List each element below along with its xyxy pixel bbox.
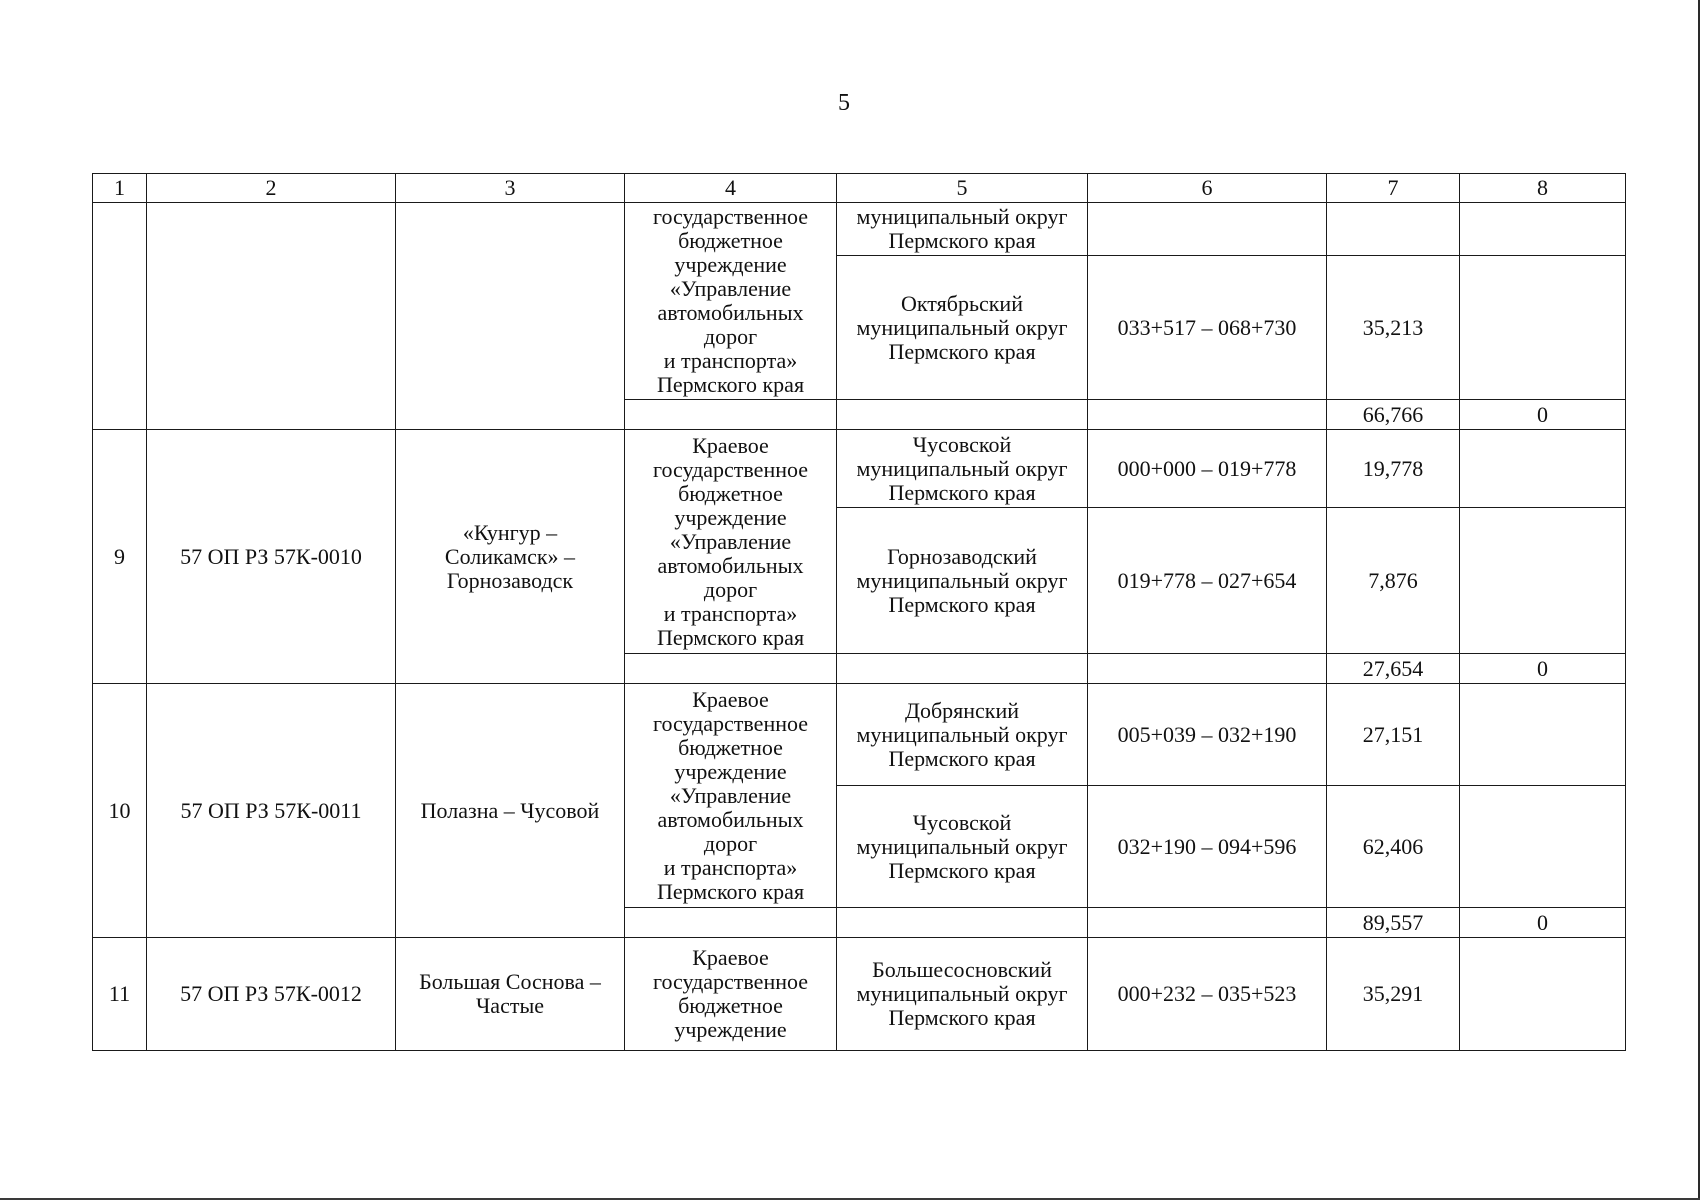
column-number-cell: 2 xyxy=(147,174,396,203)
empty-cell xyxy=(1088,654,1327,684)
col8-cell xyxy=(1460,430,1626,508)
row-number-cell: 11 xyxy=(93,938,147,1051)
empty-cell xyxy=(837,908,1088,938)
length-cell: 62,406 xyxy=(1327,786,1460,908)
district-cell: Октябрьский муниципальный округ Пермского края xyxy=(837,256,1088,400)
km-range-cell: 000+232 – 035+523 xyxy=(1088,938,1327,1051)
empty-cell xyxy=(837,400,1088,430)
column-number-row xyxy=(93,174,1626,203)
column-number-cell: 4 xyxy=(625,174,837,203)
row-number-cell xyxy=(93,203,147,430)
column-number-cell: 6 xyxy=(1088,174,1327,203)
table-row xyxy=(93,203,1626,256)
length-cell: 19,778 xyxy=(1327,430,1460,508)
road-name-cell: Большая Соснова – Частые xyxy=(396,938,625,1051)
empty-cell xyxy=(625,908,837,938)
length-cell: 35,213 xyxy=(1327,256,1460,400)
km-range-cell: 005+039 – 032+190 xyxy=(1088,684,1327,786)
empty-cell xyxy=(1088,400,1327,430)
col8-cell xyxy=(1460,256,1626,400)
empty-cell xyxy=(625,400,837,430)
empty-cell xyxy=(1088,908,1327,938)
road-name-cell: «Кунгур – Соликамск» – Горнозаводск xyxy=(396,430,625,684)
column-number-cell: 8 xyxy=(1460,174,1626,203)
road-id-cell: 57 ОП РЗ 57К-0010 xyxy=(147,430,396,684)
district-cell: Горнозаводский муниципальный округ Пермского края xyxy=(837,508,1088,654)
total-length-cell: 66,766 xyxy=(1327,400,1460,430)
agency-cell: Краевое государственное бюджетное учреждение «Управление автомобильных дорог и транспорта» Пермского края xyxy=(625,684,837,908)
total-length-cell: 27,654 xyxy=(1327,654,1460,684)
length-cell: 27,151 xyxy=(1327,684,1460,786)
district-cell: Большесосновский муниципальный округ Пермского края xyxy=(837,938,1088,1051)
km-range-cell: 033+517 – 068+730 xyxy=(1088,256,1327,400)
empty-cell xyxy=(625,654,837,684)
col8-cell xyxy=(1460,684,1626,786)
col8-cell xyxy=(1460,508,1626,654)
total-col8-cell: 0 xyxy=(1460,400,1626,430)
road-name-cell xyxy=(396,203,625,430)
column-number-cell: 5 xyxy=(837,174,1088,203)
col8-cell xyxy=(1460,938,1626,1051)
district-cell: Чусовской муниципальный округ Пермского края xyxy=(837,786,1088,908)
table-row xyxy=(93,684,1626,786)
col8-cell xyxy=(1460,203,1626,256)
agency-cell: Краевое государственное бюджетное учреждение xyxy=(625,938,837,1051)
column-number-cell: 1 xyxy=(93,174,147,203)
length-cell: 7,876 xyxy=(1327,508,1460,654)
roads-table xyxy=(92,173,1626,1051)
length-cell: 35,291 xyxy=(1327,938,1460,1051)
road-id-cell xyxy=(147,203,396,430)
col8-cell xyxy=(1460,786,1626,908)
column-number-cell: 3 xyxy=(396,174,625,203)
row-number-cell: 9 xyxy=(93,430,147,684)
road-id-cell: 57 ОП РЗ 57К-0012 xyxy=(147,938,396,1051)
column-number-cell: 7 xyxy=(1327,174,1460,203)
row-number-cell: 10 xyxy=(93,684,147,938)
total-col8-cell: 0 xyxy=(1460,654,1626,684)
agency-cell: государственное бюджетное учреждение «Управление автомобильных дорог и транспорта» Пермского края xyxy=(625,203,837,400)
district-cell: муниципальный округ Пермского края xyxy=(837,203,1088,256)
district-cell: Добрянский муниципальный округ Пермского края xyxy=(837,684,1088,786)
km-range-cell: 000+000 – 019+778 xyxy=(1088,430,1327,508)
road-id-cell: 57 ОП РЗ 57К-0011 xyxy=(147,684,396,938)
empty-cell xyxy=(837,654,1088,684)
km-range-cell xyxy=(1088,203,1327,256)
table-row xyxy=(93,938,1626,1051)
table-row xyxy=(93,430,1626,508)
page-number: 5 xyxy=(838,90,850,116)
total-col8-cell: 0 xyxy=(1460,908,1626,938)
total-length-cell: 89,557 xyxy=(1327,908,1460,938)
agency-cell: Краевое государственное бюджетное учреждение «Управление автомобильных дорог и транспорта» Пермского края xyxy=(625,430,837,654)
road-name-cell: Полазна – Чусовой xyxy=(396,684,625,938)
length-cell xyxy=(1327,203,1460,256)
km-range-cell: 019+778 – 027+654 xyxy=(1088,508,1327,654)
district-cell: Чусовской муниципальный округ Пермского края xyxy=(837,430,1088,508)
km-range-cell: 032+190 – 094+596 xyxy=(1088,786,1327,908)
